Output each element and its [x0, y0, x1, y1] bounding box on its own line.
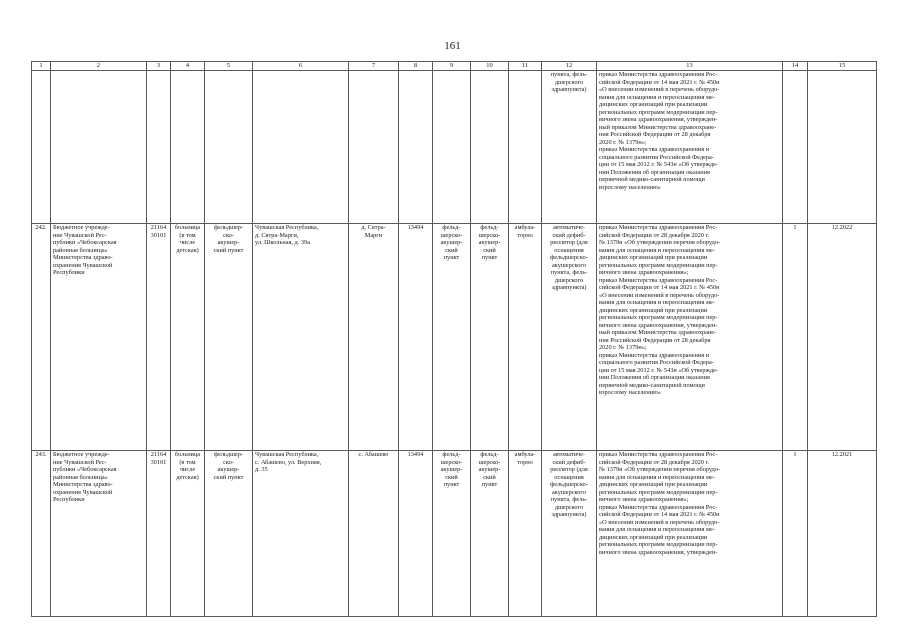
column-number: 6 [253, 62, 349, 71]
equipment-cell: автоматиче- ский дефиб- риллятор (для оснащения фельдшерско- акушерского пункта, фель- дшерского здравпункта) [542, 451, 597, 617]
empty-cell [349, 71, 399, 224]
code-cell: 21164 30101 [147, 224, 171, 451]
unit-cell: фельдшер- ско- акушер- ский пункт [205, 451, 253, 617]
facility-type-cell: больница (в том числе детская) [171, 451, 205, 617]
column-number: 5 [205, 62, 253, 71]
empty-cell [51, 71, 147, 224]
col9-cell: фельд- шерско- акушер- ский пункт [433, 451, 471, 617]
equipment-cell: автоматиче- ский дефиб- риллятор (для оснащения фельдшерско- акушерского пункта, фель- дшерского здравпункта) [542, 224, 597, 451]
table-row-continuation [32, 71, 877, 224]
facility-type-cell: больница (в том числе детская) [171, 224, 205, 451]
empty-cell [783, 71, 808, 224]
empty-cell [147, 71, 171, 224]
code-cell: 21164 30101 [147, 451, 171, 617]
column-number: 1 [32, 62, 51, 71]
organization-cell: Бюджетное учрежде- ние Чувашской Рес- публики «Чебоксарская районная больница» Министерства здраво- охранения Чувашской Республики [51, 451, 147, 617]
column-number: 2 [51, 62, 147, 71]
column-number: 3 [147, 62, 171, 71]
column-number: 15 [808, 62, 877, 71]
quantity-cell: 1 [783, 451, 808, 617]
column-number: 10 [471, 62, 509, 71]
col9-cell: фельд- шерско- акушер- ский пункт [433, 224, 471, 451]
register-table [31, 61, 877, 617]
column-number: 12 [542, 62, 597, 71]
column-number: 13 [597, 62, 783, 71]
population-cell: 13494 [399, 451, 433, 617]
column-number: 14 [783, 62, 808, 71]
column-number: 9 [433, 62, 471, 71]
equipment-cell: пункта, фель- дшерского здравпункта) [542, 71, 597, 224]
empty-cell [471, 71, 509, 224]
col10-cell: фельд- шерско- акушер- ский пункт [471, 451, 509, 617]
empty-cell [253, 71, 349, 224]
settlement-cell: с. Абашево [349, 451, 399, 617]
col10-cell: фельд- шерско- акушер- ский пункт [471, 224, 509, 451]
page-number: 161 [444, 40, 461, 52]
column-number: 11 [509, 62, 542, 71]
address-cell: Чувашская Республика, с. Абашево, ул. Верхняя, д. 35 [253, 451, 349, 617]
population-cell: 13494 [399, 224, 433, 451]
column-number: 8 [399, 62, 433, 71]
quantity-cell: 1 [783, 224, 808, 451]
address-cell: Чувашская Республика, д. Сятра-Марги, ул. Школьная, д. 39а [253, 224, 349, 451]
care-mode-cell: амбула- торно [509, 224, 542, 451]
date-cell: 12.2021 [808, 451, 877, 617]
empty-cell [509, 71, 542, 224]
legal-basis-cell: приказ Министерства здравоохранения Рос- сийской Федерации от 28 декабря 2020 г. № 1379н «Об утверждении перечня оборудо- вания для оснащения и переоснащения ме- дицинских организаций при реализации региональных программ модернизации пер- вичного звена здравоохранения»; приказ Министерства здравоохранения Рос- сийской Федерации от 14 мая 2021 г. № 450н «О внесении изменений в перечень оборудо- вания для оснащения и переоснащения ме- дицинских организаций при реализации региональных программ модернизации пер- вичного звена здравоохранения, утвержден- ный приказом Министерства здравоохране- ния Российской Федерации от 28 декабря 2020 г. № 1379н»; приказ Министерства здравоохранения и социального развития Российской Федера- ции от 15 мая 2012 г. № 543н «Об утвержде- нии Положения об организации оказания первичной медико-санитарной помощи взрослому населению» [597, 224, 783, 451]
care-mode-cell: амбула- торно [509, 451, 542, 617]
empty-cell [171, 71, 205, 224]
settlement-cell: д. Сятра- Марги [349, 224, 399, 451]
empty-cell [433, 71, 471, 224]
organization-cell: Бюджетное учрежде- ние Чувашской Рес- публики «Чебоксарская районная больница» Министерства здраво- охранения Чувашской Республики [51, 224, 147, 451]
empty-cell [399, 71, 433, 224]
empty-cell [205, 71, 253, 224]
empty-cell [32, 71, 51, 224]
column-number: 7 [349, 62, 399, 71]
table-row-243 [32, 451, 877, 617]
empty-cell [808, 71, 877, 224]
legal-basis-cell: приказ Министерства здравоохранения Рос- сийской Федерации от 14 мая 2021 г. № 450н «О внесении изменений в перечень оборудо- вания для оснащения и переоснащения ме- дицинских организаций при реализации региональных программ модернизации пер- вичного звена здравоохранения, утвержден- ный приказом Министерства здравоохране- ния Российской Федерации от 28 декабря 2020 г. № 1379н»; приказ Министерства здравоохранения и социального развития Российской Федера- ции от 15 мая 2012 г. № 543н «Об утвержде- нии Положения об организации оказания первичной медико-санитарной помощи взрослому населению» [597, 71, 783, 224]
row-number-cell: 242. [32, 224, 51, 451]
table-row-242 [32, 224, 877, 451]
date-cell: 12.2022 [808, 224, 877, 451]
legal-basis-cell: приказ Министерства здравоохранения Рос- сийской Федерации от 28 декабря 2020 г. № 1379н «Об утверждении перечня оборудо- вания для оснащения и переоснащения ме- дицинских организаций при реализации региональных программ модернизации пер- вичного звена здравоохранения»; приказ Министерства здравоохранения Рос- сийской Федерации от 14 мая 2021 г. № 450н «О внесении изменений в перечень оборудо- вания для оснащения и переоснащения ме- дицинских организаций при реализации региональных программ модернизации пер- вичного звена здравоохранения, утвержден- [597, 451, 783, 617]
column-number-row [32, 62, 877, 71]
unit-cell: фельдшер- ско- акушер- ский пункт [205, 224, 253, 451]
column-number: 4 [171, 62, 205, 71]
row-number-cell: 243. [32, 451, 51, 617]
